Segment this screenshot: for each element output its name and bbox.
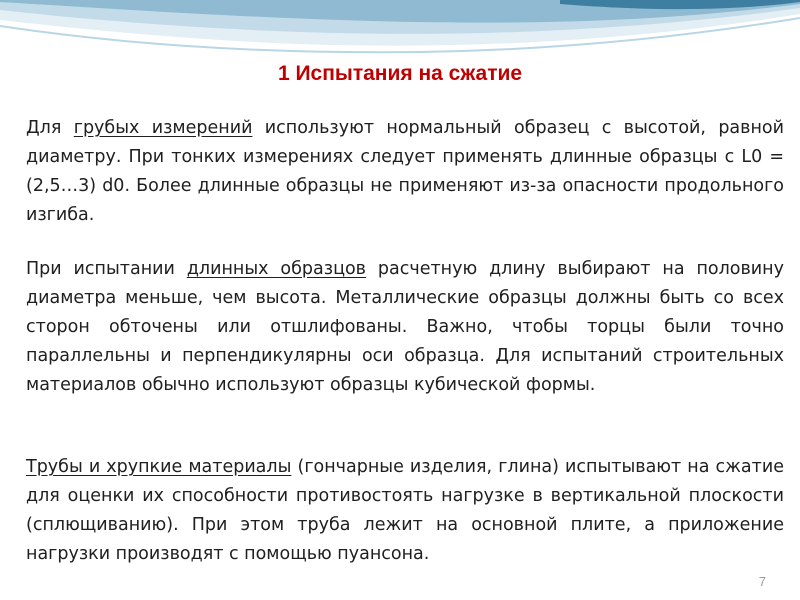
slide-title: 1 Испытания на сжатие — [277, 62, 523, 85]
header-wave-decoration — [0, 0, 800, 70]
p3-body: (гончарные изделия, глина) испытывают на сжатие для оценки их способности противостоять нагрузке в вертикальной плоскости (сплющиванию). При этом труба лежит на основной плите, а приложение нагрузки производят с помощью пуансона. — [26, 457, 784, 564]
p1-body: используют нормальный образец с высотой, равной диаметру. При тонких измерениях следует применять длинные образцы с L0 = (2,5…3) d0. Более длинные образцы не применяют из-за опасности продольного изгиба. — [26, 118, 784, 225]
paragraph-pipes-brittle — [26, 453, 784, 569]
slide-page-number: 7 — [758, 574, 766, 589]
p1-underlined-term: грубых измерений — [73, 118, 253, 138]
paragraph-rough-measurements — [26, 114, 784, 230]
p2-underlined-term: длинных образцов — [186, 259, 366, 279]
p1-lead: Для — [26, 118, 74, 138]
p2-body: расчетную длину выбирают на половину диаметра меньше, чем высота. Металлические образцы должны быть со всех сторон обточены или отшлифованы. Важно, чтобы торцы были точно параллельны и перпендикулярны оси образца. Для испытаний строительных материалов обычно используют образцы кубической формы. — [26, 259, 784, 395]
paragraph-long-specimens — [26, 255, 784, 400]
p2-lead: При испытании — [26, 259, 187, 279]
p3-underlined-term: Трубы и хрупкие материалы — [26, 457, 292, 477]
